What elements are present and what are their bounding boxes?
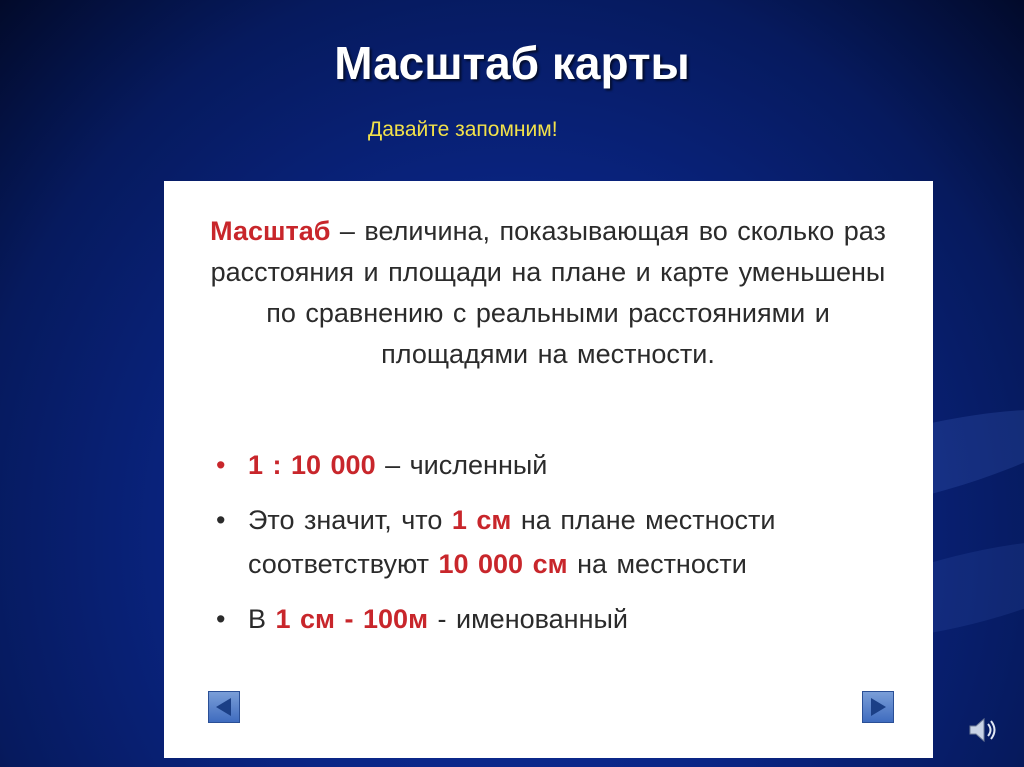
definition-term: Масштаб — [210, 216, 331, 246]
triangle-left-icon — [209, 692, 239, 722]
triangle-right-icon — [863, 692, 893, 722]
numeric-scale-label: – численный — [375, 450, 548, 480]
numeric-scale: 1 : 10 000 — [248, 450, 376, 480]
content-card — [164, 181, 933, 758]
explanation-text: Это значит, что — [248, 505, 452, 535]
bullet-dot: • — [216, 604, 226, 634]
definition-text — [208, 211, 888, 375]
named-scale: 1 см - 100м — [275, 604, 429, 634]
sound-button[interactable] — [964, 712, 1000, 748]
prev-slide-button[interactable] — [208, 691, 240, 723]
list-item — [214, 443, 904, 487]
speaker-icon — [964, 712, 1000, 748]
bullet-dot: • — [216, 450, 226, 480]
bullet-dot: • — [216, 505, 226, 535]
next-slide-button[interactable] — [862, 691, 894, 723]
slide-title: Масштаб карты — [334, 37, 690, 89]
definition-body: – величина, показывающая во сколько раз расстояния и площади на плане и карте уменьшены по сравнению с реальными расстояниями и площадями на местности. — [210, 216, 886, 369]
bullet-list — [214, 443, 904, 652]
list-item — [214, 498, 904, 586]
named-scale-label: - именованный — [428, 604, 628, 634]
explanation-text: на плане местности соответствуют — [248, 505, 776, 579]
explanation-text: на местности — [567, 549, 747, 579]
explanation-value-1: 1 см — [451, 505, 512, 535]
list-item — [214, 597, 904, 641]
slide-subtitle: Давайте запомним! — [368, 118, 558, 141]
named-scale-prefix: В — [248, 604, 276, 634]
explanation-value-2: 10 000 см — [438, 549, 568, 579]
